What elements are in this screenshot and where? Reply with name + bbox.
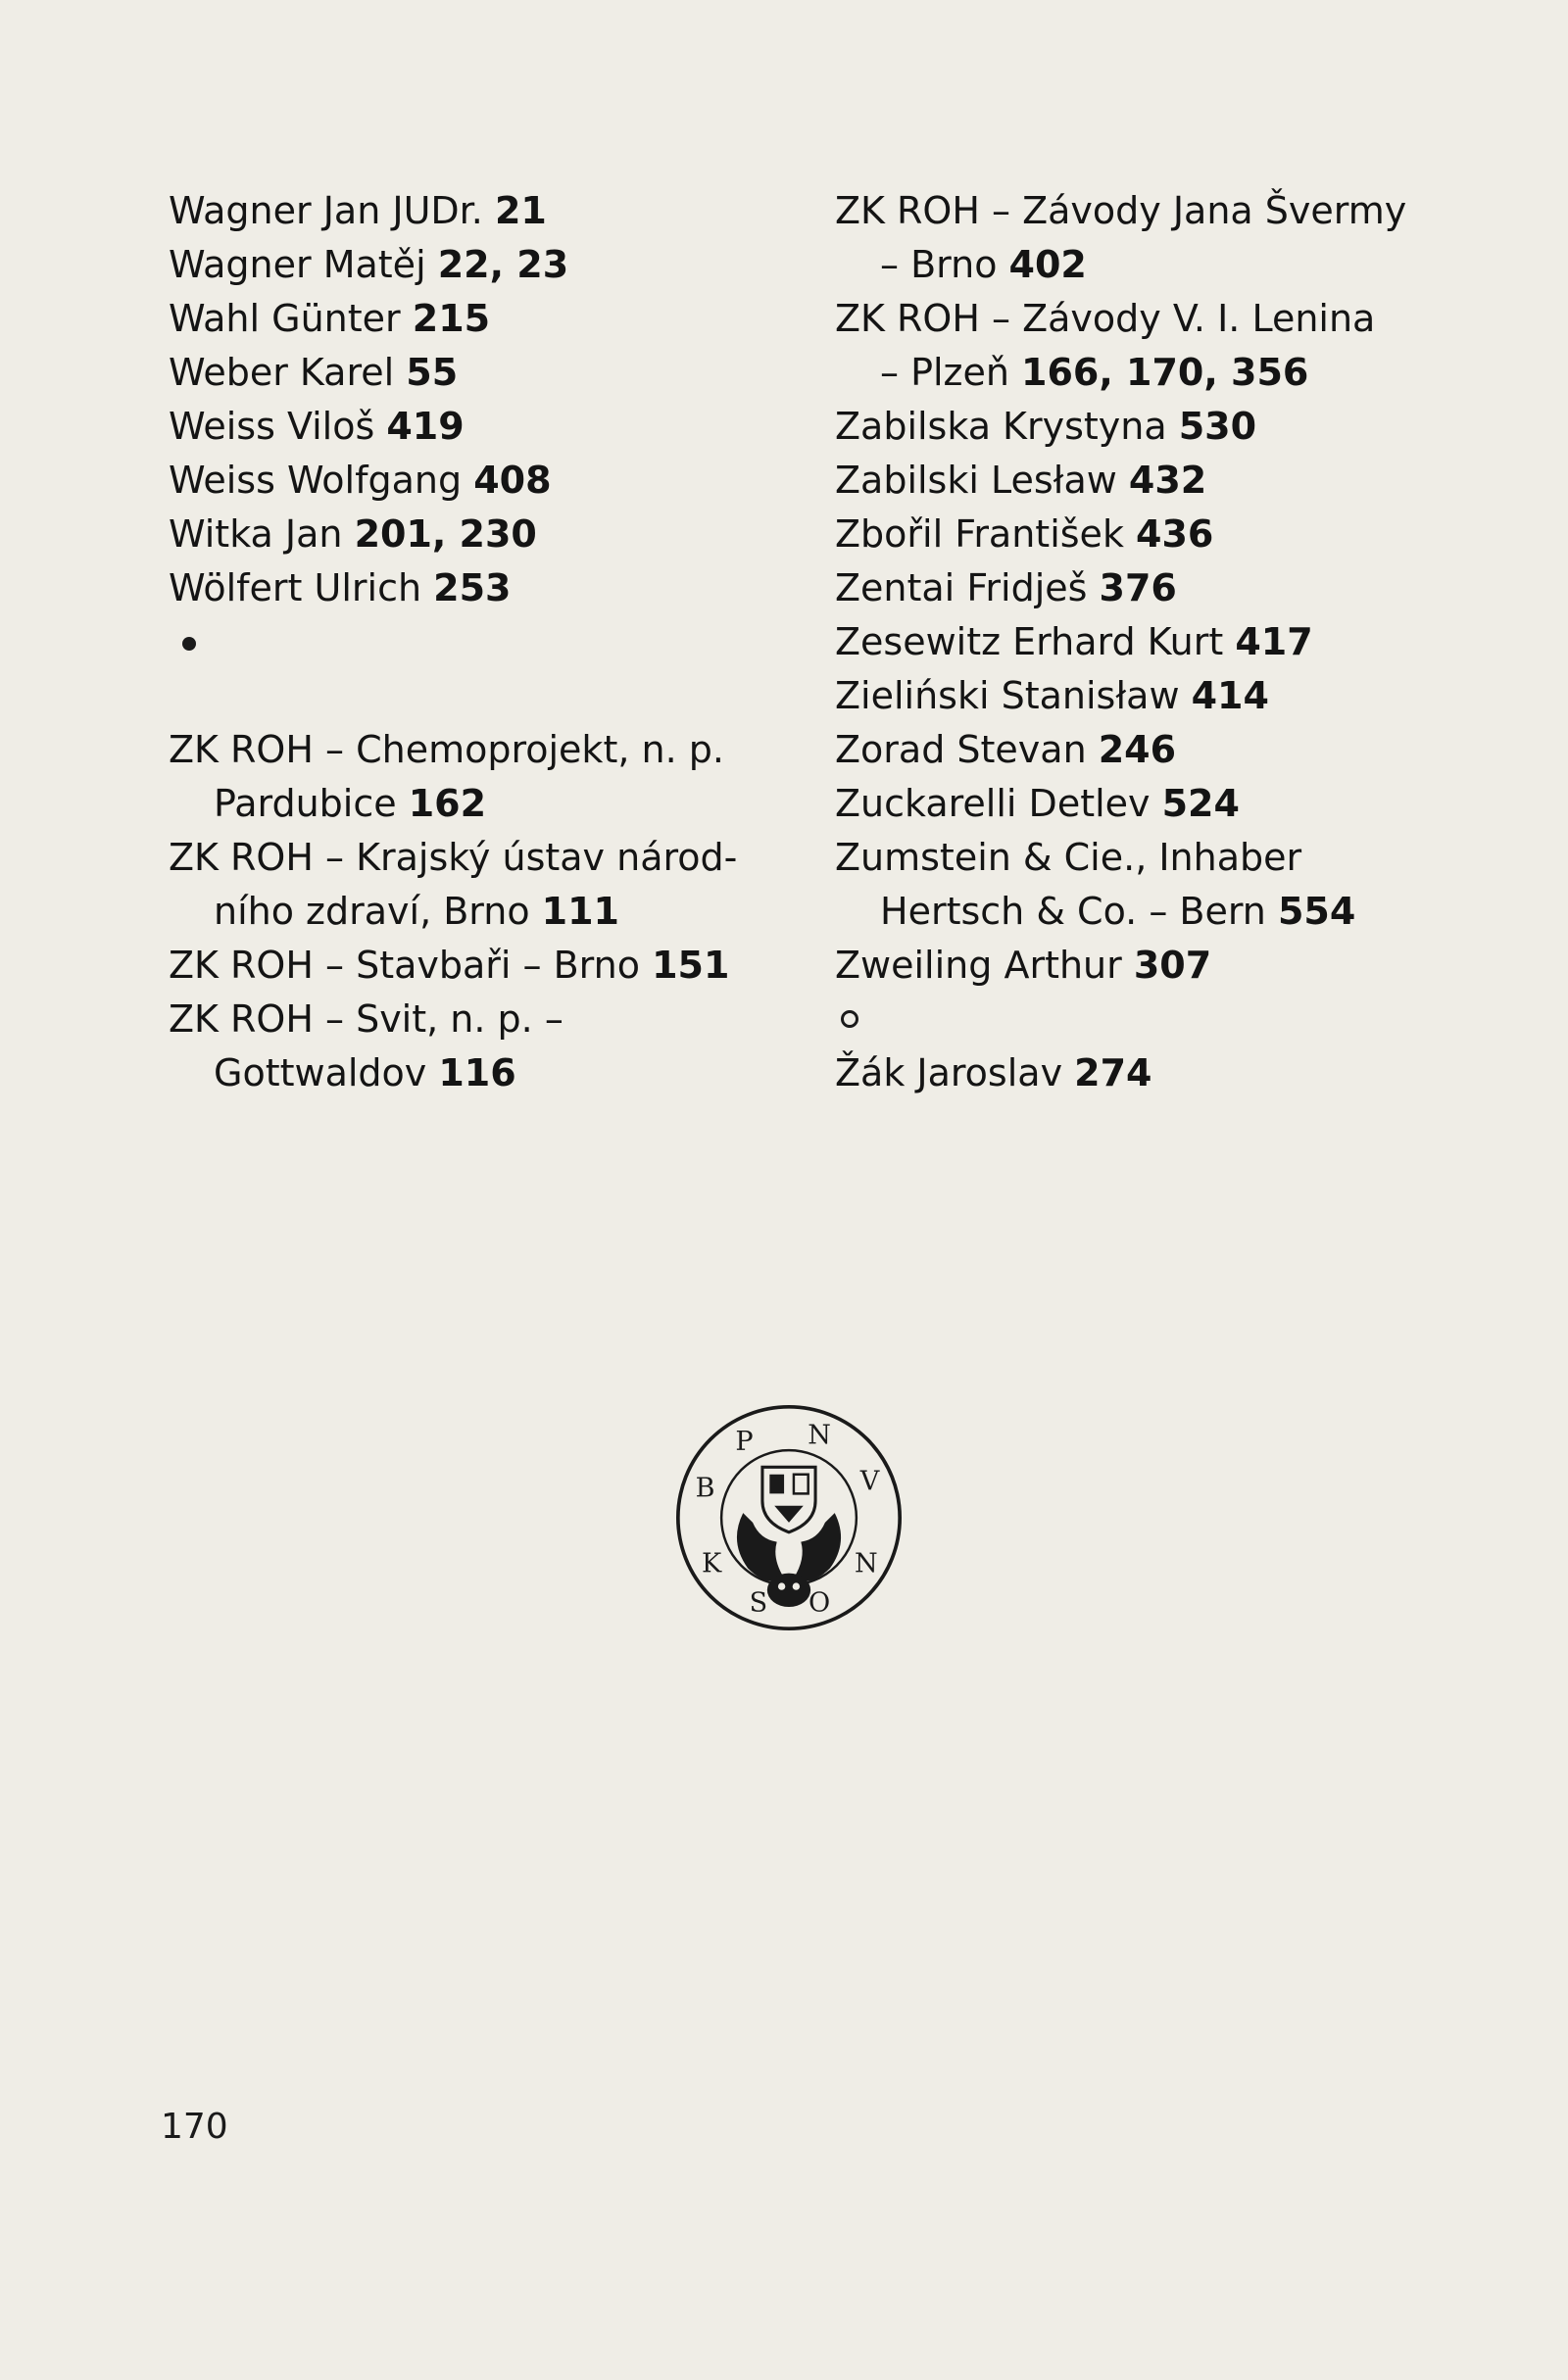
bullet-icon [182,637,196,651]
left-column [169,184,815,1100]
seal-letter: N [855,1548,878,1579]
index-entry [169,561,815,615]
entry-refs: 166, 170, 356 [1021,351,1309,394]
index-entry [169,508,815,561]
entry-name: Wagner Jan JUDr. [169,189,495,232]
index-entry-continuation [169,885,815,939]
index-entry [169,723,815,777]
entry-refs: 524 [1161,782,1240,825]
entry-name-cont: Pardubice [214,782,409,825]
entry-name: Wagner Matěj [169,243,438,286]
entry-refs: 111 [541,890,619,933]
entry-refs: 246 [1098,728,1177,771]
entry-name-cont: Hertsch & Co. – Bern [880,890,1278,933]
index-entry [835,454,1462,508]
entry-name: ZK ROH – Krajský ústav národ- [169,836,738,879]
index-entry [169,454,815,508]
entry-refs: 22, 23 [437,243,569,286]
entry-refs: 151 [652,944,730,987]
entry-name: Zuckarelli Detlev [835,782,1162,825]
section-separator [169,615,815,669]
entry-name: ZK ROH – Svit, n. p. – [169,997,564,1041]
index-block-z [835,184,1462,993]
right-column [835,184,1462,1100]
seal-letter: O [808,1587,831,1619]
entry-name: Weber Karel [169,351,407,394]
index-entry [169,184,815,238]
page-number: 170 [161,2107,228,2147]
entry-refs: 215 [412,297,491,340]
entry-name: Weiss Wolfgang [169,459,474,502]
entry-name-cont: ního zdraví, Brno [214,890,542,933]
index-entry-continuation [169,1046,815,1100]
index-entry [835,723,1462,777]
index-entry [169,831,815,885]
index-entry [169,993,815,1046]
entry-name-cont: Gottwaldov [214,1051,439,1094]
ring-icon [841,1010,858,1028]
index-entry-continuation [169,777,815,831]
entry-refs: 55 [406,351,459,394]
seal-letter: P [735,1426,754,1457]
entry-refs: 554 [1277,890,1356,933]
entry-refs: 307 [1133,944,1212,987]
entry-name: Zbořil František [835,512,1137,556]
index-entry-continuation [835,346,1462,400]
entry-refs: 201, 230 [354,512,537,556]
index-entry [169,238,815,292]
index-entry [835,939,1462,993]
entry-refs: 376 [1099,566,1177,609]
seal-letter: V [859,1466,880,1497]
entry-name-cont: – Brno [880,243,1009,286]
entry-name: Witka Jan [169,512,355,556]
index-entry [169,292,815,346]
index-entry [835,292,1462,346]
seal-letter: K [702,1548,722,1579]
entry-refs: 116 [438,1051,516,1094]
index-entry-continuation [835,238,1462,292]
index-entry [835,400,1462,454]
entry-name: ZK ROH – Závody V. I. Lenina [835,297,1376,340]
publisher-seal-icon [668,1397,909,1638]
seal-letter: S [749,1587,768,1619]
entry-name: Zweiling Arthur [835,944,1134,987]
index-block-w [169,184,815,615]
index-block-zk [169,723,815,1100]
entry-refs: 530 [1178,405,1257,448]
index-entry [835,831,1462,885]
index-entry [835,184,1462,238]
entry-refs: 419 [386,405,465,448]
entry-refs: 436 [1136,512,1214,556]
entry-name: Weiss Viloš [169,405,387,448]
entry-refs: 408 [473,459,552,502]
index-entry [835,615,1462,669]
entry-refs: 274 [1074,1051,1152,1094]
entry-refs: 402 [1008,243,1087,286]
index-entry [835,1046,1462,1100]
entry-name: Wahl Günter [169,297,413,340]
entry-name: Zesewitz Erhard Kurt [835,620,1236,663]
seal-letter: N [808,1420,831,1451]
entry-name: Zumstein & Cie., Inhaber [835,836,1302,879]
entry-name: ZK ROH – Stavbaři – Brno [169,944,653,987]
entry-refs: 414 [1191,674,1269,717]
index-entry [835,669,1462,723]
entry-name-cont: – Plzeň [880,351,1022,394]
entry-name: Žák Jaroslav [835,1051,1075,1094]
entry-refs: 432 [1128,459,1207,502]
entry-name: ZK ROH – Závody Jana Švermy [835,189,1407,232]
section-separator [835,993,1462,1046]
entry-refs: 417 [1235,620,1313,663]
entry-name: Wölfert Ulrich [169,566,434,609]
index-entry [835,508,1462,561]
entry-name: ZK ROH – Chemoprojekt, n. p. [169,728,724,771]
seal-letter: B [695,1473,715,1504]
index-entry-continuation [835,885,1462,939]
entry-refs: 253 [433,566,512,609]
entry-name: Zorad Stevan [835,728,1099,771]
index-entry [835,777,1462,831]
index-entry [169,346,815,400]
entry-refs: 21 [494,189,547,232]
entry-name: Zabilski Lesław [835,459,1129,502]
index-entry [169,939,815,993]
entry-name: Zentai Fridješ [835,566,1100,609]
entry-name: Zieliński Stanisław [835,674,1192,717]
entry-refs: 162 [408,782,487,825]
index-entry [169,400,815,454]
entry-name: Zabilska Krystyna [835,405,1179,448]
index-block-zh [835,1046,1462,1100]
index-entry [835,561,1462,615]
